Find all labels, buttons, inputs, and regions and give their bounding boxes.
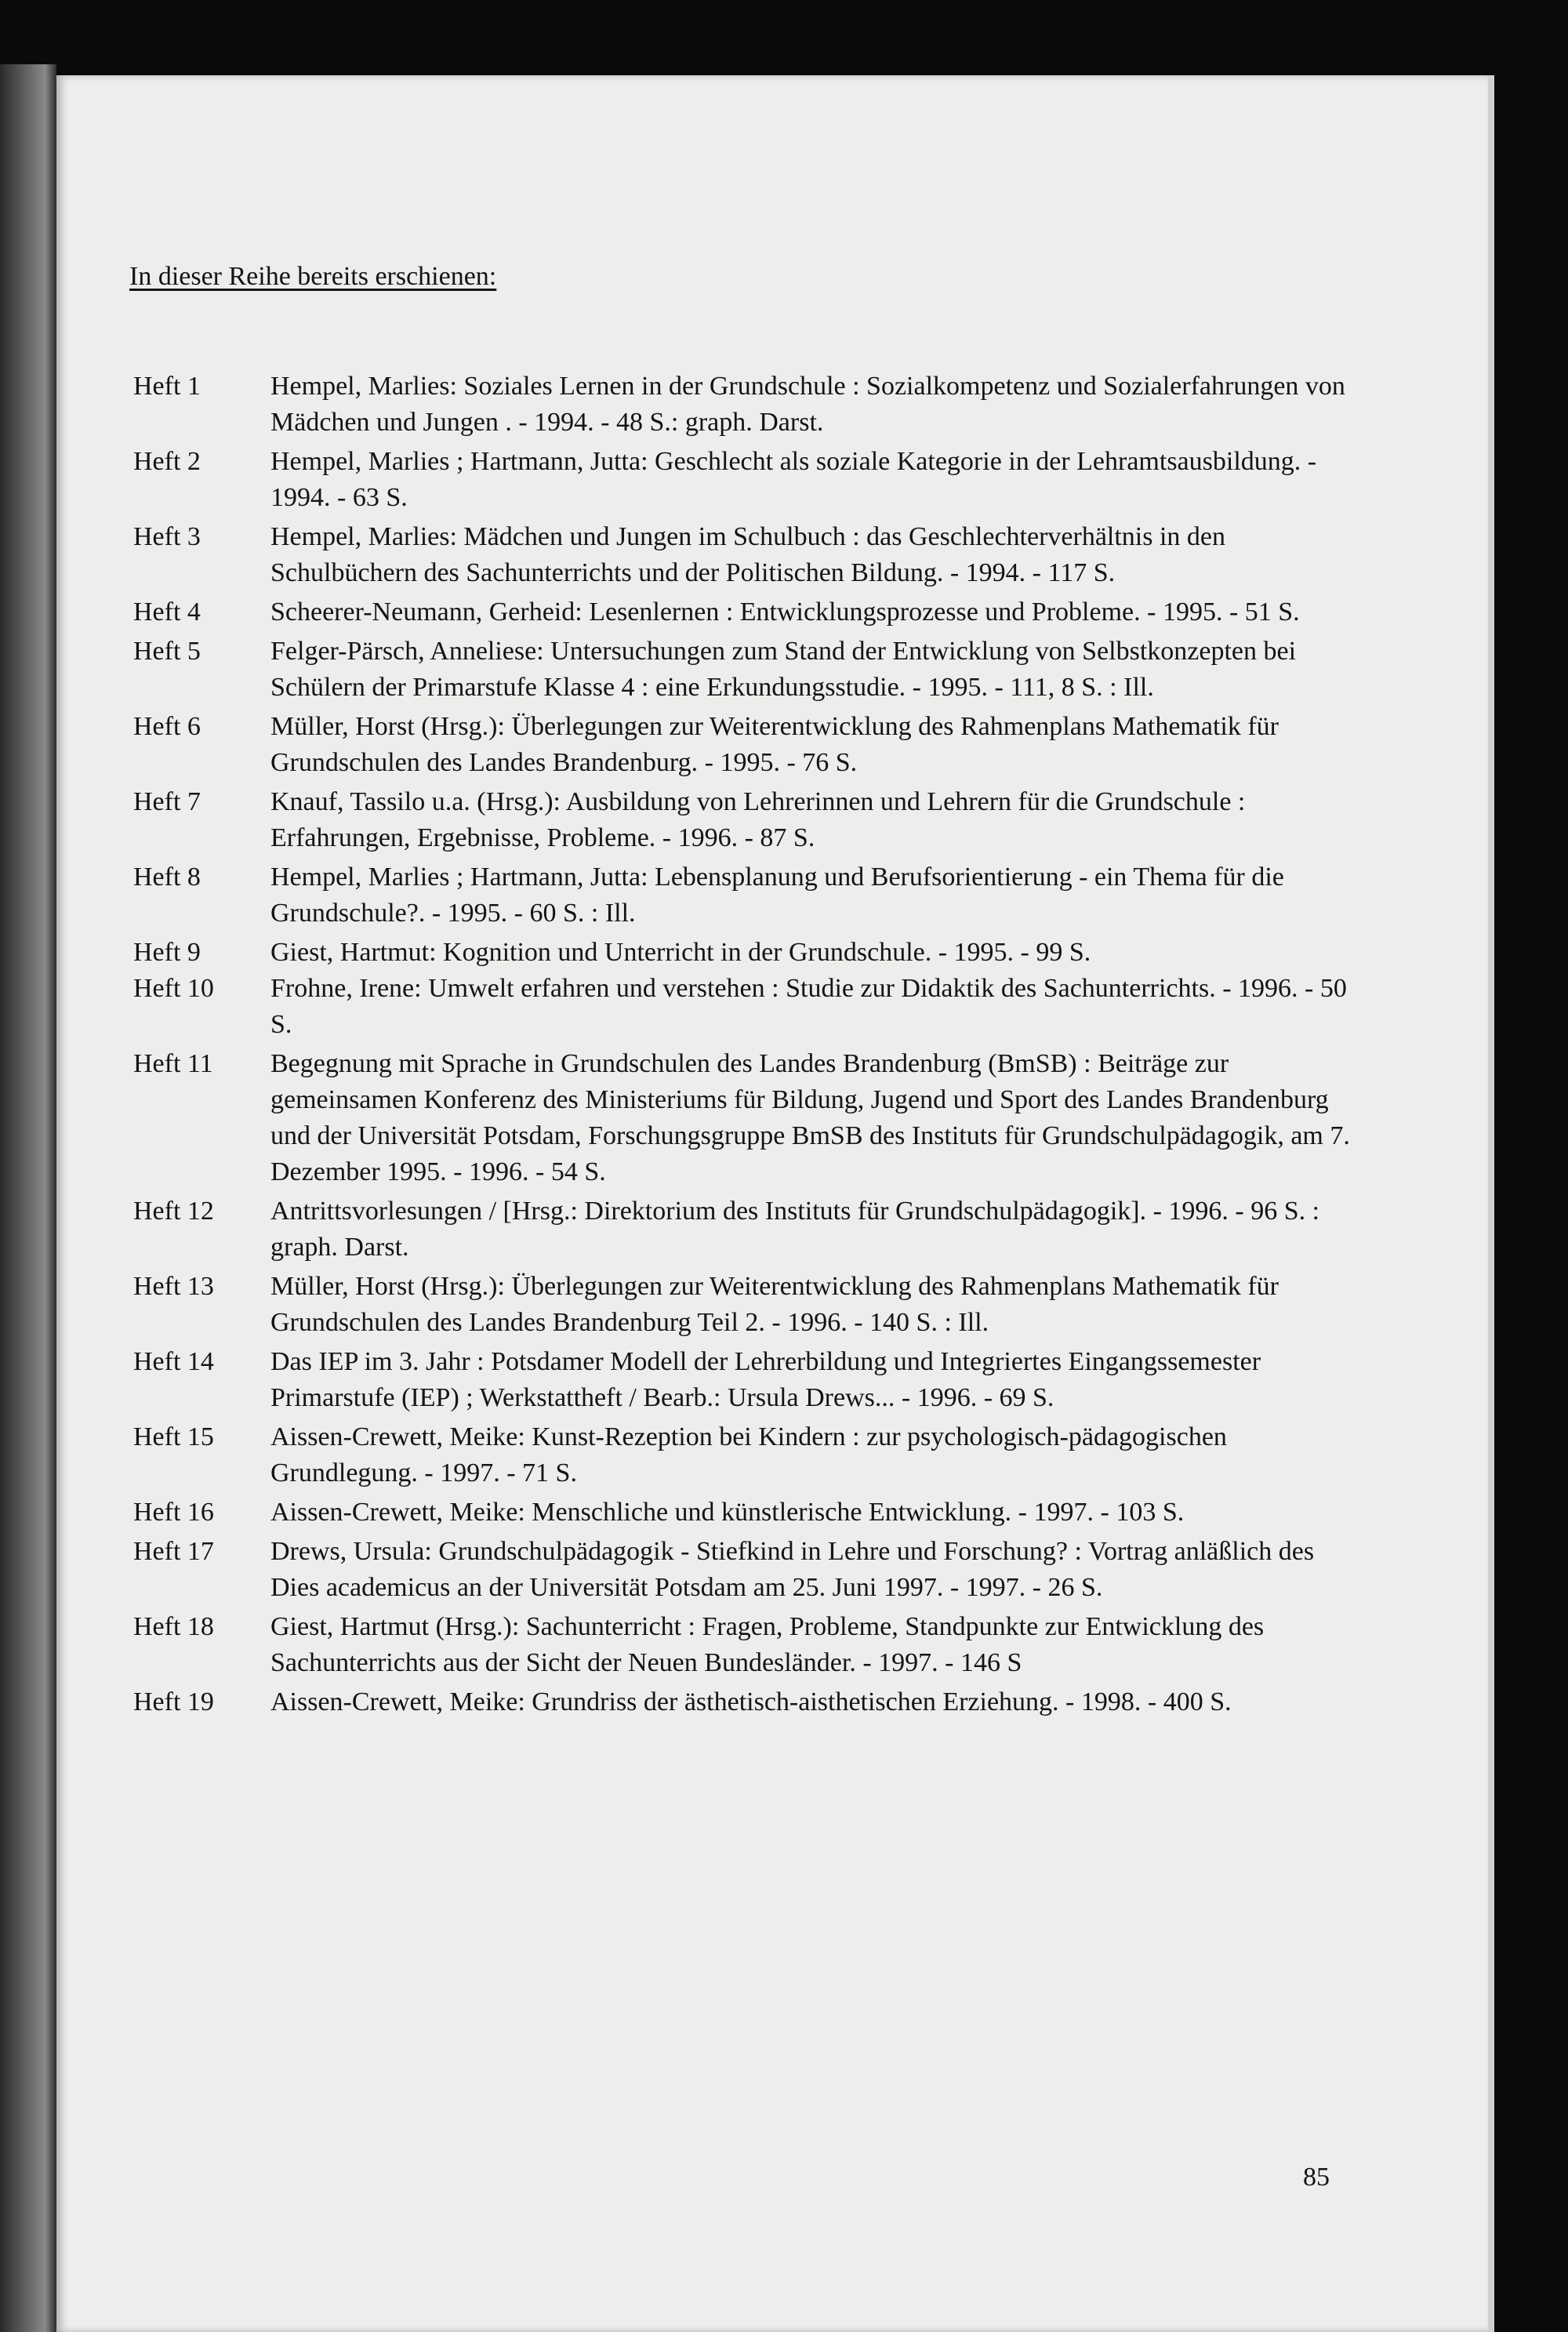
entry-label: Heft 16 bbox=[133, 1498, 214, 1527]
list-item bbox=[133, 1269, 1352, 1341]
entry-text: Müller, Horst (Hrsg.): Überlegungen zur Weiterentwicklung des Rahmenplans Mathematik für Grundschulen des Landes Brandenburg. - 1995. - 76 S. bbox=[270, 712, 1279, 777]
page-right-edge bbox=[1488, 75, 1494, 2332]
entry-text: Aissen-Crewett, Meike: Kunst-Rezeption bei Kindern : zur psychologisch-pädagogischen Grundlegung. - 1997. - 71 S. bbox=[270, 1422, 1227, 1487]
entry-text: Antrittsvorlesungen / [Hrsg.: Direktorium des Instituts für Grundschulpädagogik]. - 1996. - 96 S. : graph. Darst. bbox=[270, 1197, 1320, 1262]
entry-label: Heft 15 bbox=[133, 1422, 214, 1451]
entry-label: Heft 13 bbox=[133, 1272, 214, 1301]
entry-label: Heft 1 bbox=[133, 372, 201, 401]
list-item bbox=[133, 444, 1352, 516]
entry-label: Heft 18 bbox=[133, 1612, 214, 1641]
entry-text: Giest, Hartmut (Hrsg.): Sachunterricht : Fragen, Probleme, Standpunkte zur Entwicklung des Sachunterrichts aus der Sicht der Neuen Bundesländer. - 1997. - 146 S bbox=[270, 1612, 1265, 1677]
list-item bbox=[133, 594, 1352, 630]
page-number: 85 bbox=[1303, 2163, 1330, 2192]
entry-label: Heft 2 bbox=[133, 447, 201, 476]
list-item bbox=[133, 1684, 1352, 1720]
entry-text: Hempel, Marlies: Soziales Lernen in der Grundschule : Sozialkompetenz und Sozialerfahrungen von Mädchen und Jungen . - 1994. - 48 S.: graph. Darst. bbox=[270, 372, 1345, 437]
entry-label: Heft 5 bbox=[133, 637, 201, 666]
entry-label: Heft 10 bbox=[133, 974, 214, 1003]
series-list bbox=[133, 369, 1352, 1724]
list-item bbox=[133, 519, 1352, 591]
list-item bbox=[133, 634, 1352, 706]
list-item bbox=[133, 935, 1352, 971]
entry-label: Heft 19 bbox=[133, 1687, 214, 1716]
entry-label: Heft 11 bbox=[133, 1049, 213, 1078]
entry-text: Drews, Ursula: Grundschulpädagogik - Stiefkind in Lehre und Forschung? : Vortrag anläßlich des Dies academicus an der Universität Potsdam am 25. Juni 1997. - 1997. - 26 S. bbox=[270, 1537, 1315, 1602]
entry-text: Scheerer-Neumann, Gerheid: Lesenlernen : Entwicklungsprozesse und Probleme. - 1995. - 51 S. bbox=[270, 598, 1300, 627]
entry-label: Heft 7 bbox=[133, 787, 201, 816]
entry-label: Heft 14 bbox=[133, 1347, 214, 1376]
entry-text: Knauf, Tassilo u.a. (Hrsg.): Ausbildung von Lehrerinnen und Lehrern für die Grundschule : Erfahrungen, Ergebnisse, Probleme. - 1996. - 87 S. bbox=[270, 787, 1246, 852]
entry-text: Müller, Horst (Hrsg.): Überlegungen zur Weiterentwicklung des Rahmenplans Mathematik für Grundschulen des Landes Brandenburg Teil 2. - 1996. - 140 S. : Ill. bbox=[270, 1272, 1279, 1337]
entry-text: Frohne, Irene: Umwelt erfahren und verstehen : Studie zur Didaktik des Sachunterrichts. - 1996. - 50 S. bbox=[270, 974, 1347, 1039]
entry-text: Aissen-Crewett, Meike: Menschliche und künstlerische Entwicklung. - 1997. - 103 S. bbox=[270, 1498, 1185, 1527]
list-item bbox=[133, 1046, 1352, 1190]
list-item bbox=[133, 1609, 1352, 1681]
list-item bbox=[133, 859, 1352, 932]
list-item bbox=[133, 971, 1352, 1043]
entry-label: Heft 6 bbox=[133, 712, 201, 741]
series-heading: In dieser Reihe bereits erschienen: bbox=[129, 262, 497, 291]
entry-text: Begegnung mit Sprache in Grundschulen des Landes Brandenburg (BmSB) : Beiträge zur gemeinsamen Konferenz des Ministeriums für Bildung, Jugend und Sport des Landes Brandenburg und der Universität Potsdam, Forschungsgruppe BmSB des Instituts für Grundschulpädagogik, am 7. Dezember 1995. - 1996. - 54 S. bbox=[270, 1049, 1350, 1186]
list-item bbox=[133, 1534, 1352, 1606]
entry-text: Felger-Pärsch, Anneliese: Untersuchungen zum Stand der Entwicklung von Selbstkonzepten bei Schülern der Primarstufe Klasse 4 : eine Erkundungsstudie. - 1995. - 111, 8 S. : Ill. bbox=[270, 637, 1297, 702]
entry-text: Hempel, Marlies: Mädchen und Jungen im Schulbuch : das Geschlechterverhältnis in den Schulbüchern des Sachunterrichts und der Politischen Bildung. - 1994. - 117 S. bbox=[270, 522, 1226, 587]
entry-text: Hempel, Marlies ; Hartmann, Jutta: Geschlecht als soziale Kategorie in der Lehramtsausbildung. - 1994. - 63 S. bbox=[270, 447, 1317, 512]
list-item bbox=[133, 1344, 1352, 1416]
list-item bbox=[133, 1193, 1352, 1266]
entry-label: Heft 3 bbox=[133, 522, 201, 551]
entry-text: Aissen-Crewett, Meike: Grundriss der ästhetisch-aisthetischen Erziehung. - 1998. - 400 S. bbox=[270, 1687, 1232, 1716]
entry-label: Heft 8 bbox=[133, 863, 201, 892]
list-item bbox=[133, 369, 1352, 441]
list-item bbox=[133, 784, 1352, 856]
entry-text: Das IEP im 3. Jahr : Potsdamer Modell der Lehrerbildung und Integriertes Eingangssemester Primarstufe (IEP) ; Werkstattheft / Bearb.: Ursula Drews... - 1996. - 69 S. bbox=[270, 1347, 1261, 1412]
entry-text: Giest, Hartmut: Kognition und Unterricht in der Grundschule. - 1995. - 99 S. bbox=[270, 938, 1091, 967]
entry-label: Heft 12 bbox=[133, 1197, 214, 1226]
entry-label: Heft 9 bbox=[133, 938, 201, 967]
entry-label: Heft 4 bbox=[133, 598, 201, 627]
list-item bbox=[133, 1495, 1352, 1531]
left-page-edge bbox=[0, 64, 56, 2332]
entry-label: Heft 17 bbox=[133, 1537, 214, 1566]
entry-text: Hempel, Marlies ; Hartmann, Jutta: Lebensplanung und Berufsorientierung - ein Thema für die Grundschule?. - 1995. - 60 S. : Ill. bbox=[270, 863, 1284, 928]
list-item bbox=[133, 709, 1352, 781]
list-item bbox=[133, 1419, 1352, 1491]
